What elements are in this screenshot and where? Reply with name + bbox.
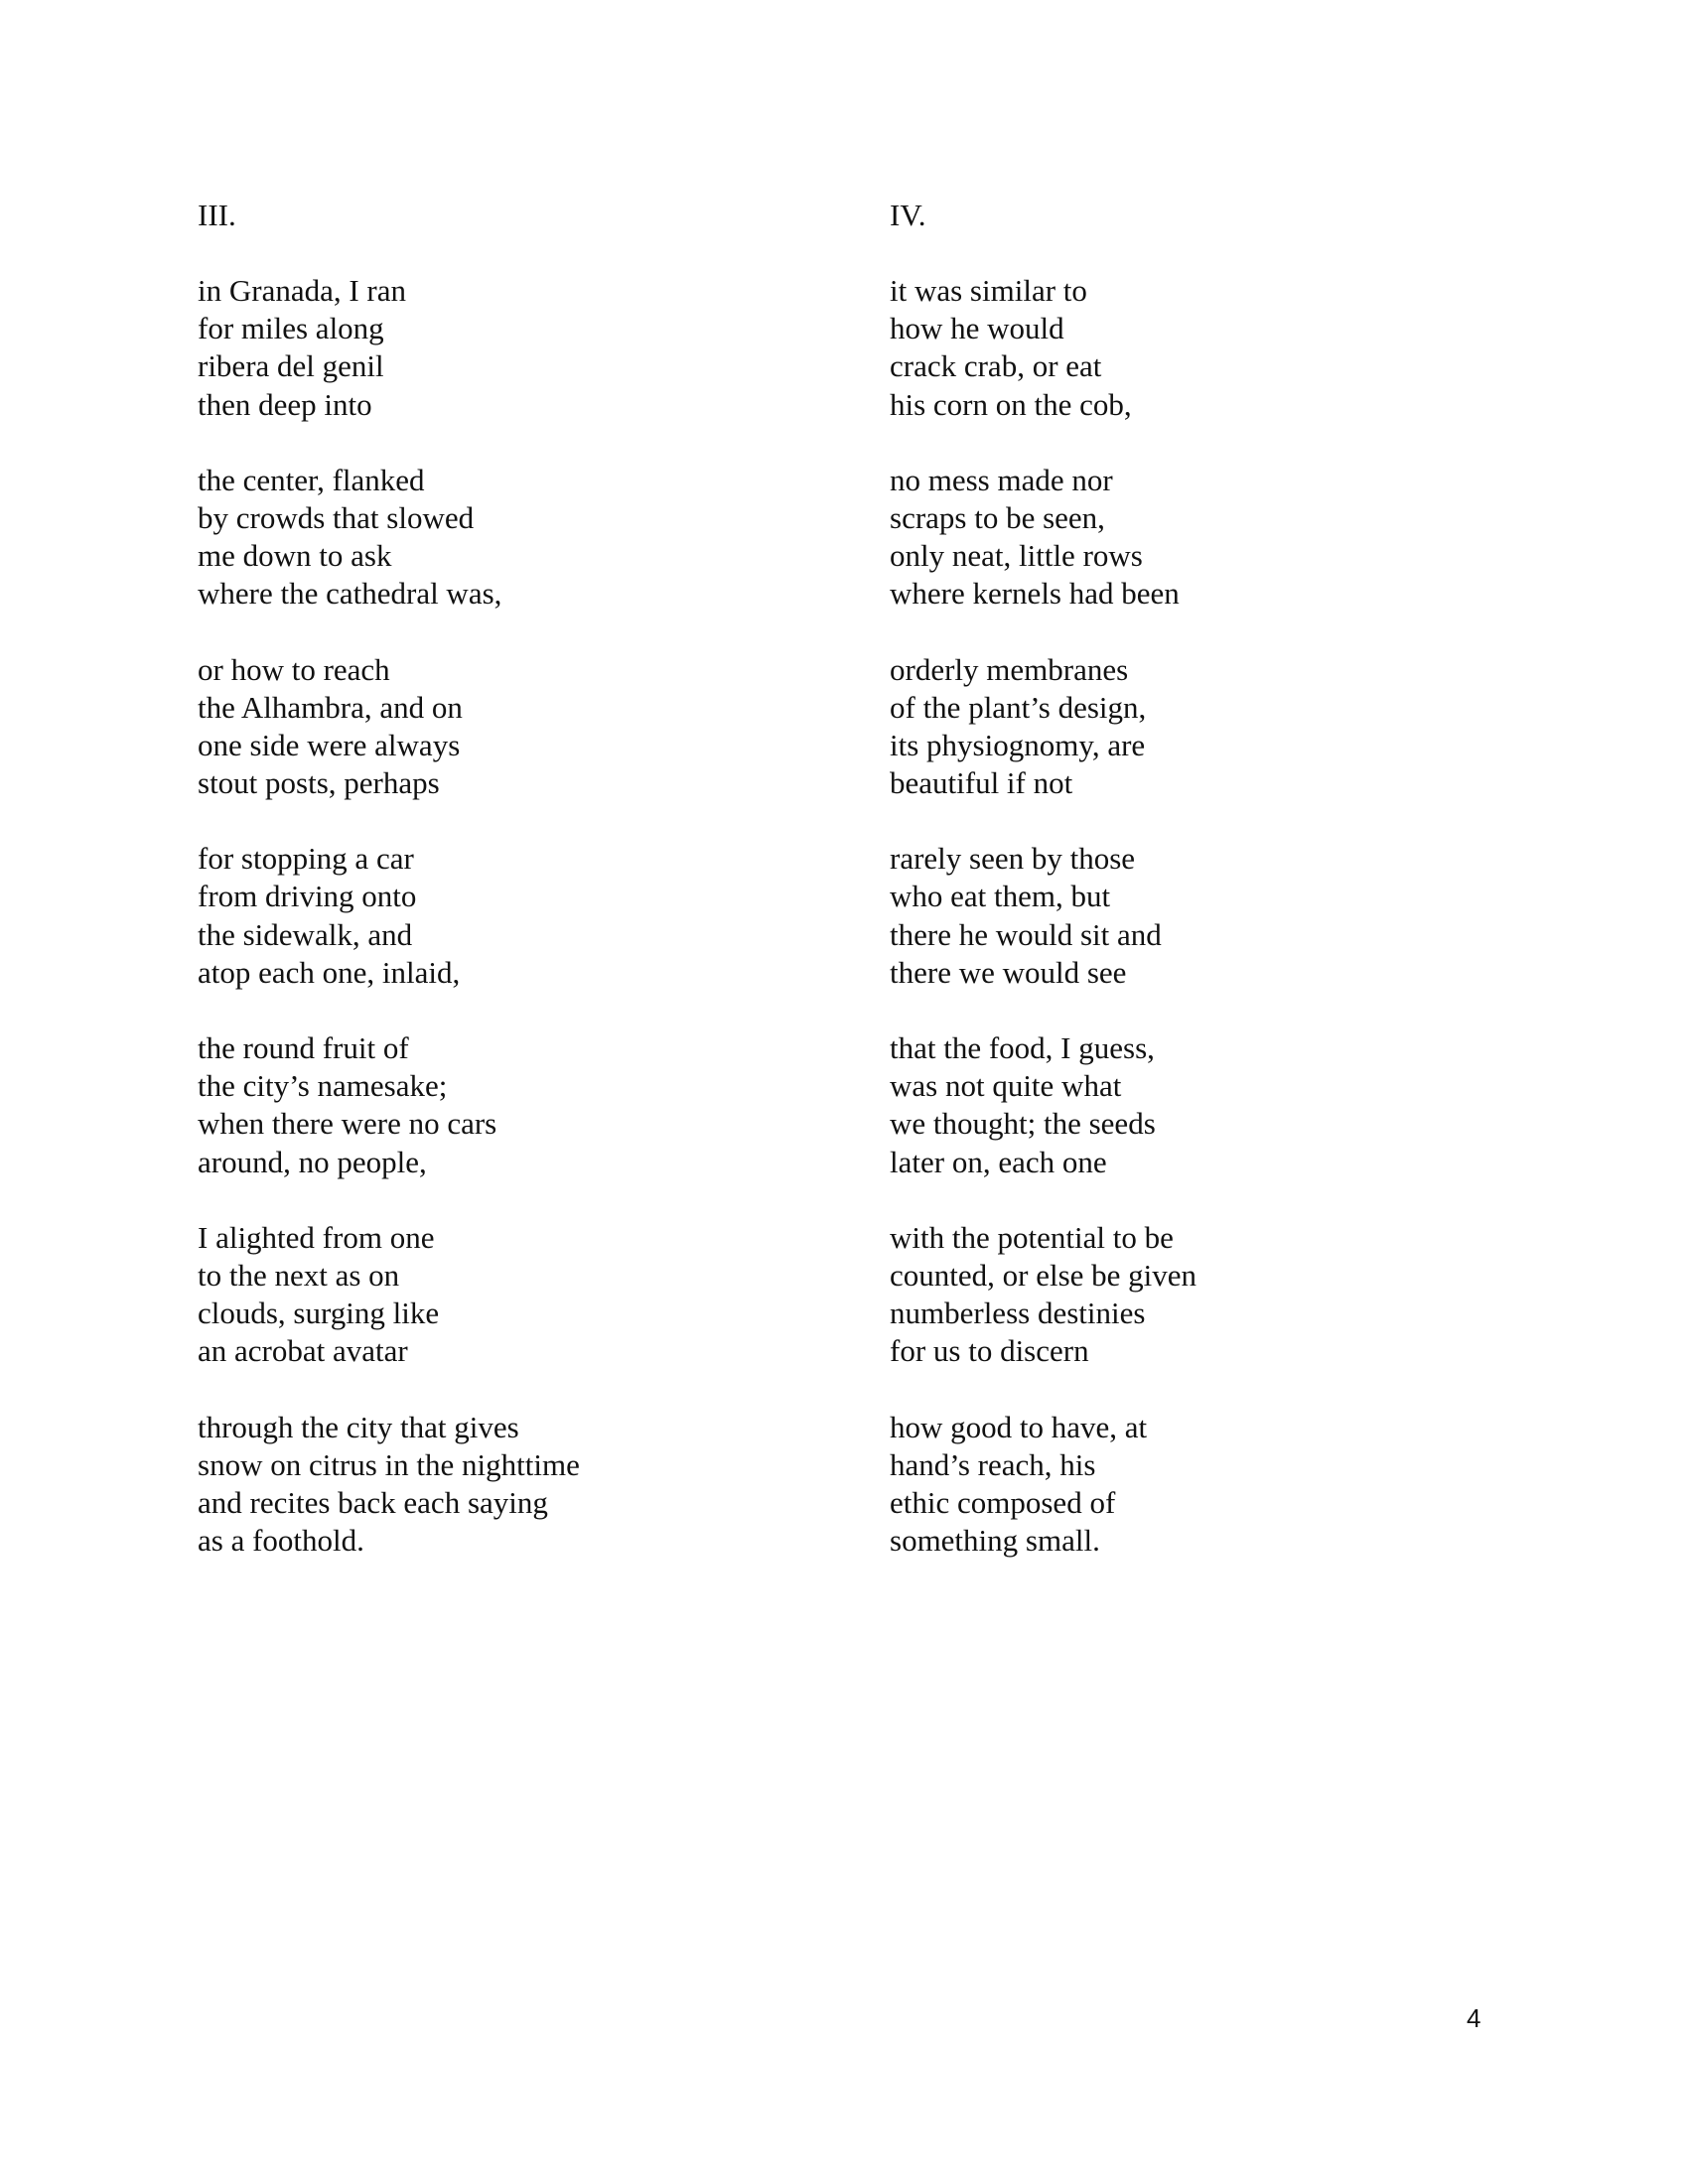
poem-line: when there were no cars bbox=[198, 1106, 497, 1142]
poem-line: of the plant’s design, bbox=[890, 689, 1147, 725]
poem-line: the round fruit of bbox=[198, 1030, 409, 1065]
poem-line: orderly membranes bbox=[890, 651, 1129, 687]
stanza bbox=[890, 462, 1525, 614]
stanza bbox=[198, 1029, 833, 1181]
poem-line: and recites back each saying bbox=[198, 1484, 548, 1520]
stanza bbox=[890, 840, 1525, 992]
poem-line: atop each one, inlaid, bbox=[198, 954, 461, 990]
poem-line: clouds, surging like bbox=[198, 1296, 440, 1331]
poem-line: through the city that gives bbox=[198, 1409, 519, 1444]
poem-line: to the next as on bbox=[198, 1257, 400, 1293]
poem-line: was not quite what bbox=[890, 1068, 1122, 1104]
poem-line: how good to have, at bbox=[890, 1409, 1148, 1444]
poem-line: for stopping a car bbox=[198, 841, 414, 877]
stanza bbox=[198, 1409, 833, 1561]
section-heading: IV. bbox=[890, 198, 926, 232]
poem-line: numberless destinies bbox=[890, 1296, 1146, 1331]
poem-line: for miles along bbox=[198, 311, 384, 346]
poem-line: then deep into bbox=[198, 386, 372, 422]
poem-line: one side were always bbox=[198, 727, 461, 762]
poem-line: the city’s namesake; bbox=[198, 1068, 448, 1104]
poem-line: its physiognomy, are bbox=[890, 727, 1146, 762]
poem-line: snow on citrus in the nighttime bbox=[198, 1446, 580, 1482]
stanza bbox=[198, 462, 833, 614]
stanza bbox=[198, 840, 833, 992]
poem-line: beautiful if not bbox=[890, 765, 1073, 801]
poem-line: from driving onto bbox=[198, 879, 417, 914]
poem-line: with the potential to be bbox=[890, 1219, 1174, 1255]
poem-line: an acrobat avatar bbox=[198, 1333, 408, 1369]
poem-line: it was similar to bbox=[890, 273, 1087, 308]
poem-line: as a foothold. bbox=[198, 1523, 364, 1559]
poem-line: in Granada, I ran bbox=[198, 273, 407, 308]
poem-line: by crowds that slowed bbox=[198, 499, 475, 535]
poem-line: or how to reach bbox=[198, 651, 390, 687]
stanza bbox=[198, 272, 833, 424]
poem-line: stout posts, perhaps bbox=[198, 765, 440, 801]
poem-line: we thought; the seeds bbox=[890, 1106, 1156, 1142]
stanza bbox=[890, 1219, 1525, 1371]
poem-line: hand’s reach, his bbox=[890, 1446, 1096, 1482]
poem-line: there we would see bbox=[890, 954, 1127, 990]
poem-line: where the cathedral was, bbox=[198, 576, 502, 612]
poem-line: the Alhambra, and on bbox=[198, 689, 463, 725]
poem-line: no mess made nor bbox=[890, 462, 1113, 497]
poem-line: there he would sit and bbox=[890, 916, 1162, 952]
poem-line: only neat, little rows bbox=[890, 538, 1143, 574]
poem-line: crack crab, or eat bbox=[890, 348, 1102, 384]
poem-line: for us to discern bbox=[890, 1333, 1089, 1369]
poem-line: around, no people, bbox=[198, 1144, 427, 1179]
poem-line: his corn on the cob, bbox=[890, 386, 1132, 422]
poem-line: ethic composed of bbox=[890, 1484, 1116, 1520]
poem-line: rarely seen by those bbox=[890, 841, 1136, 877]
poem-column-left bbox=[198, 197, 833, 1597]
poem-line: ribera del genil bbox=[198, 348, 384, 384]
poem-line: something small. bbox=[890, 1523, 1100, 1559]
stanza bbox=[198, 1219, 833, 1371]
poem-column-right bbox=[890, 197, 1525, 1597]
section-heading: III. bbox=[198, 198, 236, 232]
poem-line: counted, or else be given bbox=[890, 1257, 1197, 1293]
stanza bbox=[198, 651, 833, 803]
poem-line: that the food, I guess, bbox=[890, 1030, 1155, 1065]
stanza bbox=[890, 272, 1525, 424]
poem-line: who eat them, but bbox=[890, 879, 1111, 914]
poem-line: scraps to be seen, bbox=[890, 499, 1105, 535]
page-number: 4 bbox=[1467, 2003, 1481, 2033]
poem-line: later on, each one bbox=[890, 1144, 1107, 1179]
poem-line: how he would bbox=[890, 311, 1064, 346]
poem-line: I alighted from one bbox=[198, 1219, 435, 1255]
poem-line: the sidewalk, and bbox=[198, 916, 413, 952]
poem-line: the center, flanked bbox=[198, 462, 425, 497]
stanza bbox=[890, 1409, 1525, 1561]
stanza bbox=[890, 651, 1525, 803]
stanza bbox=[890, 1029, 1525, 1181]
poem-line: me down to ask bbox=[198, 538, 392, 574]
poem-line: where kernels had been bbox=[890, 576, 1180, 612]
